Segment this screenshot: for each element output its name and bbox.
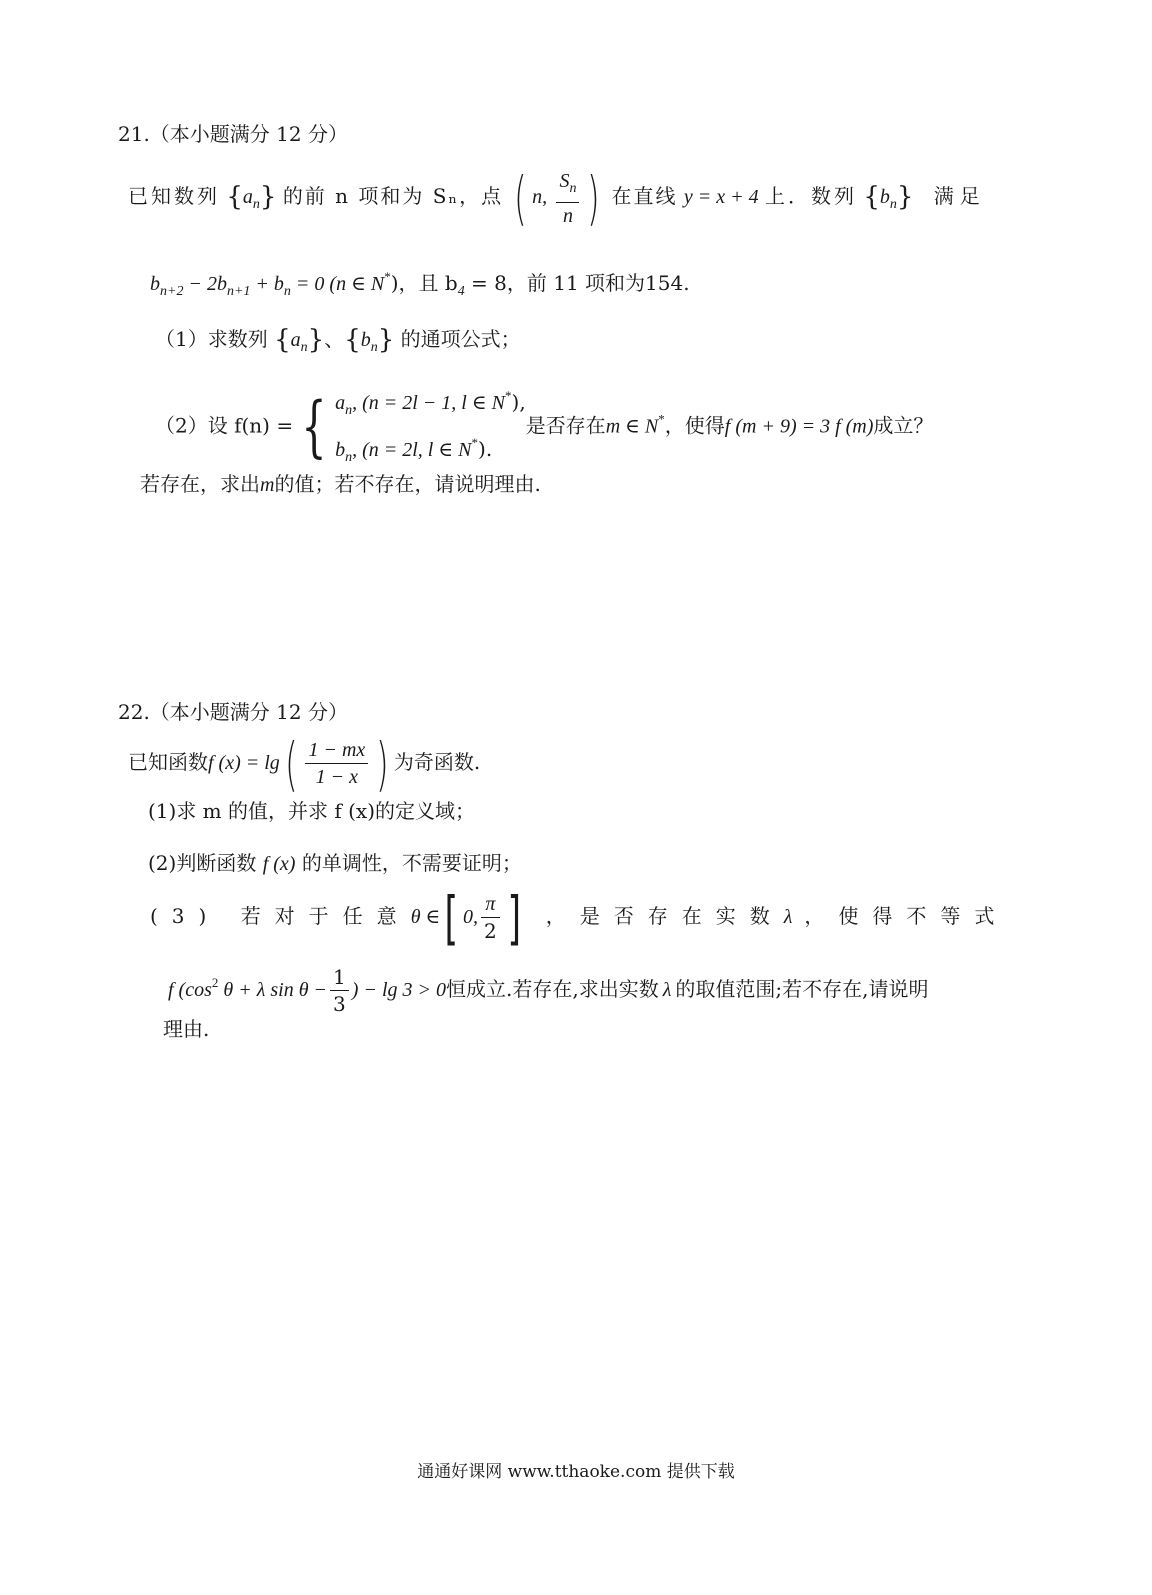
q22-part3-ineq: f ($\cos^2$ θ + λ sin θ − $\frac{1}{3}$ ) − lg 3 > 0恒成立.若存在,求出实数 λ 的取值范围;若不存在,请说明 bbox=[168, 965, 929, 1016]
q22-line1: 已知函数f (x) = lg( $\frac{1 - mx}{1 - x}$ ) 为奇函数. bbox=[128, 729, 481, 798]
q22-part3: (3) 若对于任意θ ∈[ 0, $\frac{\pi}{2}$ ] ，是否存在实数λ ，使得不等式 bbox=[150, 883, 1009, 952]
q22-part1: (1)求 m 的值，并求 f (x)的定义域； bbox=[148, 799, 476, 823]
q21-header: 21.（本小题满分 12 分） bbox=[118, 122, 348, 146]
q22-part3-cont: 理由. bbox=[163, 1017, 210, 1041]
q21-line2: $b_{n+2} - 2b_{n+1} + b_n = 0$ (n ∈ N*)，且 $b_4 = 8$，前 11 项和为154. bbox=[150, 269, 690, 299]
q21-part1: （1）求数列 $\{a_n\}$、$\{b_n\}$ 的通项公式； bbox=[155, 325, 521, 355]
q21-part2-cont: 若存在，求出m的值；若不存在，请说明理由. bbox=[140, 472, 541, 496]
q21-line1: 已知数列 $\{a_n\}$ 的前 n 项和为 Sₙ，点 ( n, $\frac{S_n}{n}$ ) 在直线 y = x + 4 上．数列 $\{b_n\}$ 满足 bbox=[128, 163, 986, 232]
footer-download-notice: 通通好课网 www.tthaoke.com 提供下载 bbox=[417, 1462, 735, 1482]
q21-part2: （2）设 f(n) = { $a_n$, (n = 2l − 1, l ∈ N*), $b_n$, (n = 2l, l ∈ N*). 是否存在m ∈ N*，使得f (m + 9) = 3 f (m)成立？ bbox=[155, 388, 934, 465]
q22-header: 22.（本小题满分 12 分） bbox=[118, 700, 348, 724]
q22-part2: (2)判断函数 f (x) 的单调性，不需要证明； bbox=[148, 851, 522, 875]
